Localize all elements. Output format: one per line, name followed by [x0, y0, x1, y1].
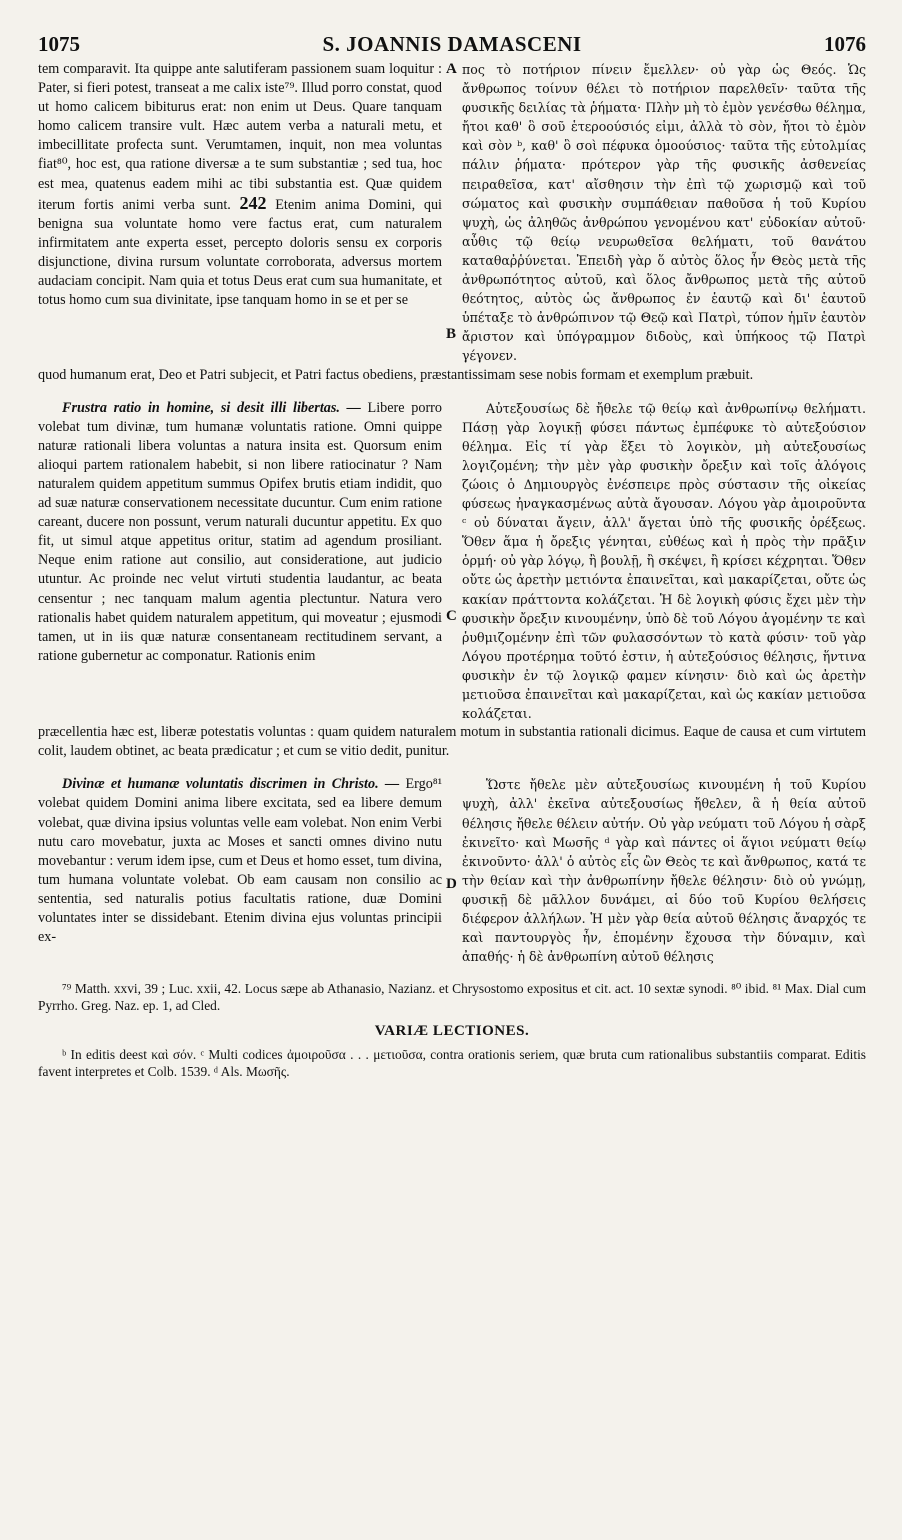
- latin-text-cont: Etenim anima Domini, qui benigna sua voluntate homo vere factus erat, cum naturalem infirmitatem ante experta esset, percepto doloris sensu ex corporis disjunctione, divina rursum voluntate corroborata, adversus mortem audaciam concipit. Nam quia et totus Deus erat cum sua humanitate, et totus homo cum sua divinitate, ipse tanquam homo in se et per se: [38, 196, 442, 309]
- running-header: [38, 30, 866, 60]
- latin-column-1: [38, 60, 442, 366]
- subheading-libertas: Frustra ratio in homine, si desit illi libertas. —: [62, 399, 361, 416]
- latin-text: tem comparavit. Ita quippe ante salutiferam passionem suam loquitur : Pater, si fieri potest, transeat a me calix iste⁷⁹. Illud porro constat, quod ut homo calicem bibiturus erat: non enim ut Deus. Quare tanquam homo calicem transire vult. Hæc autem verba a naturali metu, et imbecillitate profecta sunt. Verumtamen, inquit, non mea voluntas fiat⁸⁰, hoc est, qua ratione diversæ a te sum substantiæ ; sed tua, hoc est mea, quatenus eadem mihi ac tibi substantia est. Quæ quidem iterum fortis animi verba sunt.: [38, 61, 442, 213]
- greek-column-3: [462, 775, 866, 966]
- variae-lectiones: ᵇ In editis deest καὶ σόν. ᶜ Multi codices ἀμοιροῦσα . . . μετιοῦσα, contra orationis seriem, quæ bruta cum rationalibus substantiis comparat. Editis favent interpretes et Colb. 1539. ᵈ Als. Μωσῆς.: [38, 1047, 866, 1080]
- footnotes: ⁷⁹ Matth. xxvi, 39 ; Luc. xxii, 42. Locus sæpe ab Athanasio, Nazianz. et Chrysostomo expositus et cit. act. 10 sextæ synodi. ⁸⁰ ibid. ⁸¹ Max. Dial cum Pyrrho. Greg. Naz. ep. 1, ad Cled.: [38, 981, 866, 1014]
- greek-column-1: [462, 60, 866, 366]
- margin-marker-a: A: [446, 61, 457, 77]
- greek-text: Αὐτεξουσίως δὲ ἤθελε τῷ θείῳ καὶ ἀνθρωπίνῳ θελήματι. Πάσῃ γὰρ λογικῇ φύσει πάντως ἐμπέφυκε τὸ αὐτεξούσιον θέλημα. Εἰς τί γὰρ ἕξει τὸ λογικὸν, μὴ αὐτεξουσίως λογιζομένη; τὴν μὲν γὰρ φυσικὴν ὄρεξιν καὶ τοῖς ἀλόγοις ζώοις ὁ Δημιουργὸς ἐνέσπειρε πρὸς σύστασιν τῆς οἰκείας φύσεως ἠναγκασμένως αὐτὰ ἄγουσαν. Λόγου γὰρ ἀμοιροῦντα ᶜ οὐ δύναται ἄγειν, ἀλλ' ἄγεται ὑπὸ τῆς φυσικῆς ὀρέξεως. Ὅθεν ἅμα ἡ ὄρεξις γένηται, εὐθέως καὶ ἡ πρὸς τὴν πρᾶξιν ὁρμή· οὐ γὰρ λόγῳ, ἢ βουλῇ, ἢ σκέψει, ἢ κρίσει κέχρηται. Ὅθεν οὔτε ὡς ἀρετὴν μετιόντα ἐπαινεῖται, καὶ μακαρίζεται, οὔτε ὡς κακίαν πράττοντα κολάζεται. Ἡ δὲ λογικὴ φύσις ἔχει μὲν τὴν φυσικὴν ὄρεξιν κινουμένην, ὑπὸ δὲ τοῦ Λόγου ἀγομένην τε καὶ ῥυθμιζομένην ἐπὶ τῶν φυλασσόντων τὸ κατὰ φύσιν· τοῦ γὰρ Λόγου προτέρημα τοῦτό ἐστιν, ἡ αὐτεξούσιος θέλησις, ἥντινα φυσικὴν ἐν τῷ λογικῷ φαμεν κίνησιν· διὸ καὶ ὡς ἀρετὴν μετιοῦσα ἐπαινεῖται καὶ μακαρίζεται, καὶ ὡς κακίαν μετιοῦσα κολάζεται.: [462, 400, 866, 722]
- margin-marker-c: C: [446, 607, 457, 624]
- greek-column-2: [462, 399, 866, 724]
- variae-lectiones-title: VARIÆ LECTIONES.: [374, 1023, 530, 1040]
- latin-column-2: [38, 399, 442, 724]
- page-number-right: 1076: [824, 32, 866, 56]
- latin-column-3: [38, 775, 442, 966]
- full-width-text-1: quod humanum erat, Deo et Patri subjecit, et Patri factus obediens, præstantissimam sese nobis formam et exemplum præbuit.: [38, 366, 754, 383]
- running-title: S. JOANNIS DAMASCENI: [322, 32, 582, 56]
- latin-text: Ergo⁸¹ volebat quidem Domini anima libere excitata, sed ea libere demum volebat, quæ divina ipsius voluntas velle eam volebat. Non enim Verbi nutu caro movebatur, juxta ac Moses et sancti omnes divino nutu movebantur : verum idem ipse, cum et Deus et homo esset, tum divina, tum humana voluntate volebat. Ob eam causam non consilio ac sententia, sed naturalis potius facultatis ratione, duæ Domini voluntates inter se dissidebant. Etenim divina ejus voluntas principii ex-: [38, 776, 442, 946]
- column-number: 242: [239, 192, 267, 213]
- margin-marker-d: D: [446, 876, 457, 893]
- greek-text: πος τὸ ποτήριον πίνειν ἔμελλεν· οὐ γὰρ ὡς Θεός. Ὡς ἄνθρωπος τοίνυν θέλει τὸ ποτήριον παρελθεῖν· ταῦτα τῆς φυσικῆς δειλίας τὰ ῥήματα· Πλὴν μὴ τὸ ἐμὸν γενέσθω θέλημα, ἤτοι καθ' ὃ σοῦ ἑτεροούσιός εἰμι, ἀλλὰ τὸ σὸν, ἤτοι τὸ ἐμὸν καὶ σὸν ᵇ, καθ' ὃ σοὶ πέφυκα ὁμοούσιος· ταῦτα τῆς εὐτολμίας πάλιν ῥήματα· πρότερον γὰρ τῆς φυσικῆς ἀσθενείας πειραθεῖσα, κατ' αἴσθησιν τὴν ἐπὶ τῷ χωρισμῷ καὶ τοῦ σώματος καὶ φυσικὴν συμπάθειαν παθοῦσα ἡ τοῦ Κυρίου ψυχὴ, ὡς ἀληθῶς ἀνθρώπου γενομένου κατ' εὐδοκίαν αὐτοῦ· αὖθις τῷ θείῳ νευρωθεῖσα θελήματι, τοῦ θανάτου καταθαῤῥύνεται. Ἐπειδὴ γὰρ ὅ αὐτὸς ὅλος ἦν Θεὸς μετὰ τῆς ἀνθρωπότητος αὐτοῦ, καὶ ὅλος ἄνθρωπος μετὰ τῆς αὐτοῦ θεότητος, αὐτὸς ὡς ἄνθρωπος ἐν ἑαυτῷ καὶ δι' ἑαυτοῦ ὑπέταξε τὸ ἀνθρώπινον τῷ Θεῷ καὶ Πατρὶ, τύπον ἡμῖν ἑαυτὸν ἄριστον καὶ ὑπόγραμμον διδοὺς, καὶ ὑπήκοος τῷ Πατρὶ γέγονεν.: [462, 62, 866, 364]
- greek-text: Ὥστε ἤθελε μὲν αὐτεξουσίως κινουμένη ἡ τοῦ Κυρίου ψυχὴ, ἀλλ' ἐκεῖνα αὐτεξουσίως ἤθελεν, ἃ ἡ θεία αὐτοῦ θέλησις ἤθελε θέλειν αὐτήν. Οὐ γὰρ νεύματι τοῦ Λόγου ἡ σὰρξ ἐκινεῖτο· καὶ Μωσῆς ᵈ γὰρ καὶ πάντες οἱ ἅγιοι νεύματι θείῳ ἐκινοῦντο· ἀλλ' ὁ αὐτὸς εἷς ὢν Θεὸς τε καὶ ἄνθρωπος, κατά τε τὴν θείαν καὶ τὴν ἀνθρωπίνην ἤθελε θέλησιν· διὸ οὐ γνώμῃ, φυσικῇ δὲ μᾶλλον δυνάμει, αἱ δύο τοῦ Κυρίου θελήσεις διέφερον ἀλλήλων. Ἡ μὲν γὰρ θεία αὐτοῦ θέλησις ἄναρχός τε καὶ παντουργὸς ἦν, ἑπομένην ἔχουσα τὴν δύναμιν, καὶ ἀπαθής· ἡ δὲ ἀνθρωπίνη αὐτοῦ θέλησις: [462, 777, 866, 965]
- full-width-text-2: præcellentia hæc est, liberæ potestatis voluntas : quam quidem naturalem motum in substantia rationali dicimus. Eaque de causa et cum virtutem colit, laudem obtinet, ac beata prædicatur ; et cum se vitio dedit, punitur.: [38, 724, 866, 760]
- latin-text: Libere porro volebat tum divinæ, tum humanæ voluntatis ratione. Omni quippe naturæ rationali libera voluntas a natura insita est. Quorsum enim alioqui partem rationalem habebit, si non libere ratiocinatur ? Nam naturalem quidem appetitum summus Opifex brutis etiam indidit, quo ad suæ naturæ conservationem necessitate ducuntur. Cum enim ratione careant, ducere non possunt, verum naturali ducuntur appetitu. Ex quo fit, ut simul atque appetitus oritur, statim ad agendum prosiliant. Neque enim ratione aut consilio, aut consideratione, aut judicio utuntur. Ac proinde nec velut virtuti studentia laudantur, ac beata censentur ; nec tanquam malum agentia plectuntur. Natura vero rationalis habet quidem naturalem appetitum, qui moveatur ; ejusmodi tamen, ut in iis quæ naturæ consentaneam rectitudinem servant, a ratione gubernetur ac componatur. Rationis enim: [38, 399, 443, 664]
- page: [38, 30, 866, 1530]
- section-1: [38, 60, 866, 366]
- subheading-discrimen: Divinæ et humanæ voluntatis discrimen in Christo. —: [62, 776, 400, 793]
- page-number-left: 1075: [38, 32, 80, 56]
- section-2: [38, 399, 866, 724]
- section-3: [38, 775, 866, 966]
- margin-marker-b: B: [446, 326, 457, 342]
